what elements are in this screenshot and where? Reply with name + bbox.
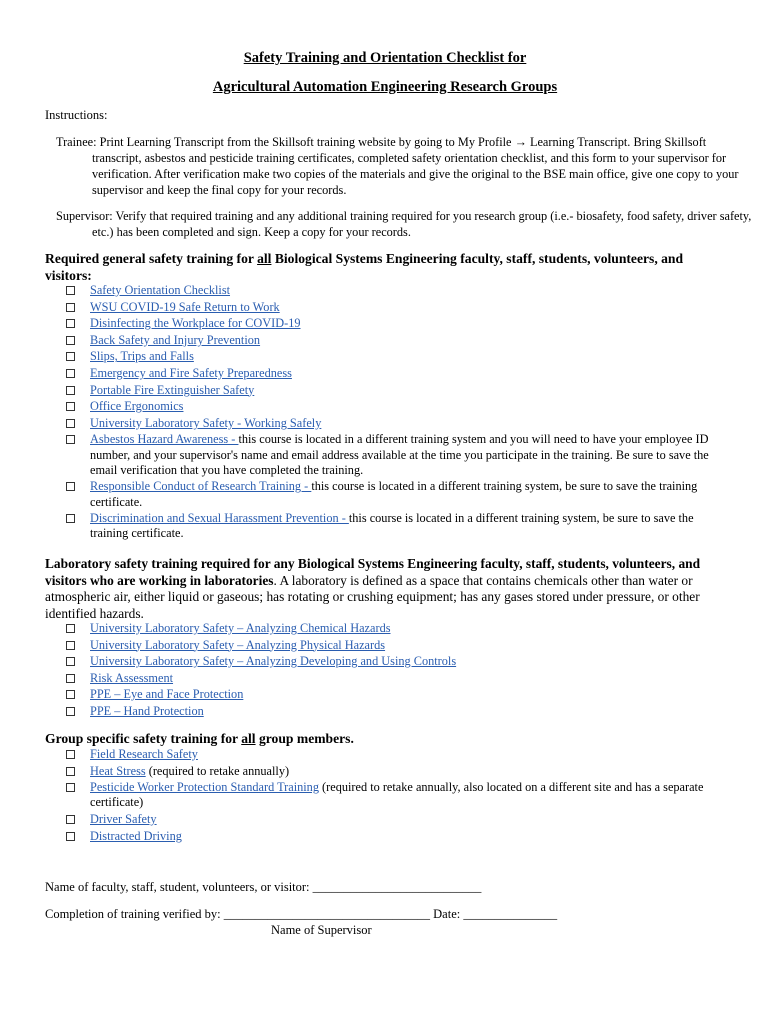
training-note: this course is located in a different training system, be sure to save the training certificate. bbox=[90, 511, 694, 541]
checklist-item bbox=[66, 829, 726, 844]
trainee-instructions: Trainee: Print Learning Transcript from the Skillsoft training website by going to My Profile → Learning Transcript. Bring Skillsoft transcript, asbestos and pesticide training certificates, completed safety orientation checklist, and this form to your supervisor for verification. After verification make two copies of the materials and give the original to the BSE main office, give one copy to your supervisor and keep the final copy for your records. bbox=[56, 135, 739, 197]
training-link[interactable]: University Laboratory Safety - Working Safely bbox=[90, 415, 322, 430]
checkbox[interactable] bbox=[66, 514, 75, 523]
checkbox[interactable] bbox=[66, 369, 75, 378]
heading-text: Laboratory safety training required for any Biological Systems Engineering faculty, staff, students, volunteers, and visitors who are working in laboratories bbox=[45, 556, 701, 588]
supervisor-caption: Name of Supervisor bbox=[271, 923, 372, 937]
section-laboratory-heading bbox=[45, 556, 725, 622]
section-group-heading bbox=[45, 731, 725, 748]
training-link[interactable]: PPE – Eye and Face Protection bbox=[90, 687, 244, 702]
training-note: this course is located in a different training system, be sure to save the training certificate. bbox=[90, 479, 698, 509]
verification-field-line[interactable]: Completion of training verified by: _________________________________ Date: _______________ bbox=[45, 907, 558, 921]
checklist-item bbox=[66, 399, 726, 414]
checklist-item bbox=[66, 316, 726, 331]
checklist-item bbox=[66, 349, 726, 364]
general-training-list bbox=[66, 283, 726, 543]
training-link[interactable]: Risk Assessment bbox=[90, 670, 174, 685]
checkbox[interactable] bbox=[66, 690, 75, 699]
training-link[interactable]: Portable Fire Extinguisher Safety bbox=[90, 382, 255, 397]
checkbox[interactable] bbox=[66, 641, 75, 650]
checklist-item bbox=[66, 300, 726, 315]
checkbox[interactable] bbox=[66, 674, 75, 683]
checklist-item bbox=[66, 671, 726, 686]
checklist-item bbox=[66, 764, 726, 779]
checklist-item bbox=[66, 638, 726, 653]
name-field-line[interactable]: Name of faculty, staff, student, volunteers, or visitor: ___________________________ bbox=[45, 880, 482, 894]
checklist-item bbox=[66, 704, 726, 719]
training-link[interactable]: University Laboratory Safety – Analyzing Developing and Using Controls bbox=[90, 654, 457, 669]
checklist-item bbox=[66, 416, 726, 431]
checklist-item bbox=[66, 432, 726, 478]
training-link[interactable]: Safety Orientation Checklist bbox=[90, 283, 231, 297]
checklist-item bbox=[66, 479, 726, 509]
training-link[interactable]: Back Safety and Injury Prevention bbox=[90, 332, 261, 347]
checklist-item bbox=[66, 333, 726, 348]
training-note: (required to retake annually, also located on a different site and has a separate certificate) bbox=[90, 780, 704, 810]
checklist-item bbox=[66, 511, 726, 541]
heading-definition: . A laboratory is defined as a space that contains chemicals other than water or atmospheric air, either liquid or gaseous; has rotating or crushing equipment; has any gases stored under pressure, or other identified hazards. bbox=[45, 572, 700, 621]
checkbox[interactable] bbox=[66, 435, 75, 444]
training-link[interactable]: University Laboratory Safety – Analyzing Physical Hazards bbox=[90, 637, 386, 652]
checkbox[interactable] bbox=[66, 352, 75, 361]
training-link[interactable]: Disinfecting the Workplace for COVID-19 bbox=[90, 316, 301, 331]
checkbox[interactable] bbox=[66, 624, 75, 633]
training-link[interactable]: Office Ergonomics bbox=[90, 399, 184, 414]
checkbox[interactable] bbox=[66, 419, 75, 428]
checklist-item bbox=[66, 780, 726, 810]
checklist-item bbox=[66, 621, 726, 636]
checkbox[interactable] bbox=[66, 386, 75, 395]
checklist-item bbox=[66, 283, 726, 298]
checkbox[interactable] bbox=[66, 783, 75, 792]
training-link[interactable]: Driver Safety bbox=[90, 811, 157, 826]
heading-emphasis: all bbox=[241, 731, 256, 746]
training-link[interactable]: PPE – Hand Protection bbox=[90, 703, 204, 718]
checkbox[interactable] bbox=[66, 815, 75, 824]
heading-text: Group specific safety training for bbox=[45, 731, 242, 746]
training-link[interactable]: Pesticide Worker Protection Standard Training bbox=[90, 780, 319, 795]
training-link[interactable]: Asbestos Hazard Awareness - bbox=[90, 432, 239, 447]
checkbox[interactable] bbox=[66, 750, 75, 759]
training-link[interactable]: Emergency and Fire Safety Preparedness bbox=[90, 365, 292, 380]
checkbox[interactable] bbox=[66, 707, 75, 716]
laboratory-training-list bbox=[66, 621, 726, 721]
training-link[interactable]: Discrimination and Sexual Harassment Prevention - bbox=[90, 511, 349, 526]
training-link[interactable]: Field Research Safety bbox=[90, 747, 198, 761]
training-link[interactable]: WSU COVID-19 Safe Return to Work bbox=[90, 299, 280, 314]
training-note: (required to retake annually) bbox=[145, 763, 290, 778]
checkbox[interactable] bbox=[66, 286, 75, 295]
checkbox[interactable] bbox=[66, 482, 75, 491]
checkbox[interactable] bbox=[66, 832, 75, 841]
heading-emphasis: all bbox=[257, 251, 272, 266]
checkbox[interactable] bbox=[66, 336, 75, 345]
training-link[interactable]: University Laboratory Safety – Analyzing Chemical Hazards bbox=[90, 621, 391, 635]
checkbox[interactable] bbox=[66, 402, 75, 411]
training-note: this course is located in a different training system and you will need to have your employee ID number, and your supervisor's name and email address available at the time you participate in the training. Be sure to save the email verification that you have completed the training. bbox=[90, 432, 709, 477]
training-link[interactable]: Heat Stress bbox=[90, 763, 146, 778]
checklist-item bbox=[66, 366, 726, 381]
document-title-line-1: Safety Training and Orientation Checklist for bbox=[243, 50, 527, 66]
checkbox[interactable] bbox=[66, 767, 75, 776]
training-link[interactable]: Responsible Conduct of Research Training - bbox=[90, 479, 312, 494]
checkbox[interactable] bbox=[66, 319, 75, 328]
document-title-line-2: Agricultural Automation Engineering Research Groups bbox=[212, 79, 558, 95]
instructions-label: Instructions: bbox=[45, 108, 108, 122]
checklist-item bbox=[66, 654, 726, 669]
supervisor-instructions: Supervisor: Verify that required training and any additional training required for you research group (i.e.- biosafety, food safety, driver safety, etc.) has been completed and sign. Keep a copy for your records. bbox=[56, 209, 752, 239]
heading-text: Required general safety training for bbox=[45, 251, 258, 266]
checklist-item bbox=[66, 812, 726, 827]
section-general-heading bbox=[45, 251, 725, 284]
checklist-item bbox=[66, 383, 726, 398]
group-training-list bbox=[66, 747, 726, 845]
checkbox[interactable] bbox=[66, 303, 75, 312]
checklist-item bbox=[66, 747, 726, 762]
checkbox[interactable] bbox=[66, 657, 75, 666]
heading-text: group members. bbox=[255, 731, 354, 746]
training-link[interactable]: Slips, Trips and Falls bbox=[90, 349, 194, 364]
heading-text: Biological Systems Engineering faculty, staff, students, volunteers, and visitors: bbox=[45, 251, 684, 283]
checklist-item bbox=[66, 687, 726, 702]
training-link[interactable]: Distracted Driving bbox=[90, 828, 182, 843]
